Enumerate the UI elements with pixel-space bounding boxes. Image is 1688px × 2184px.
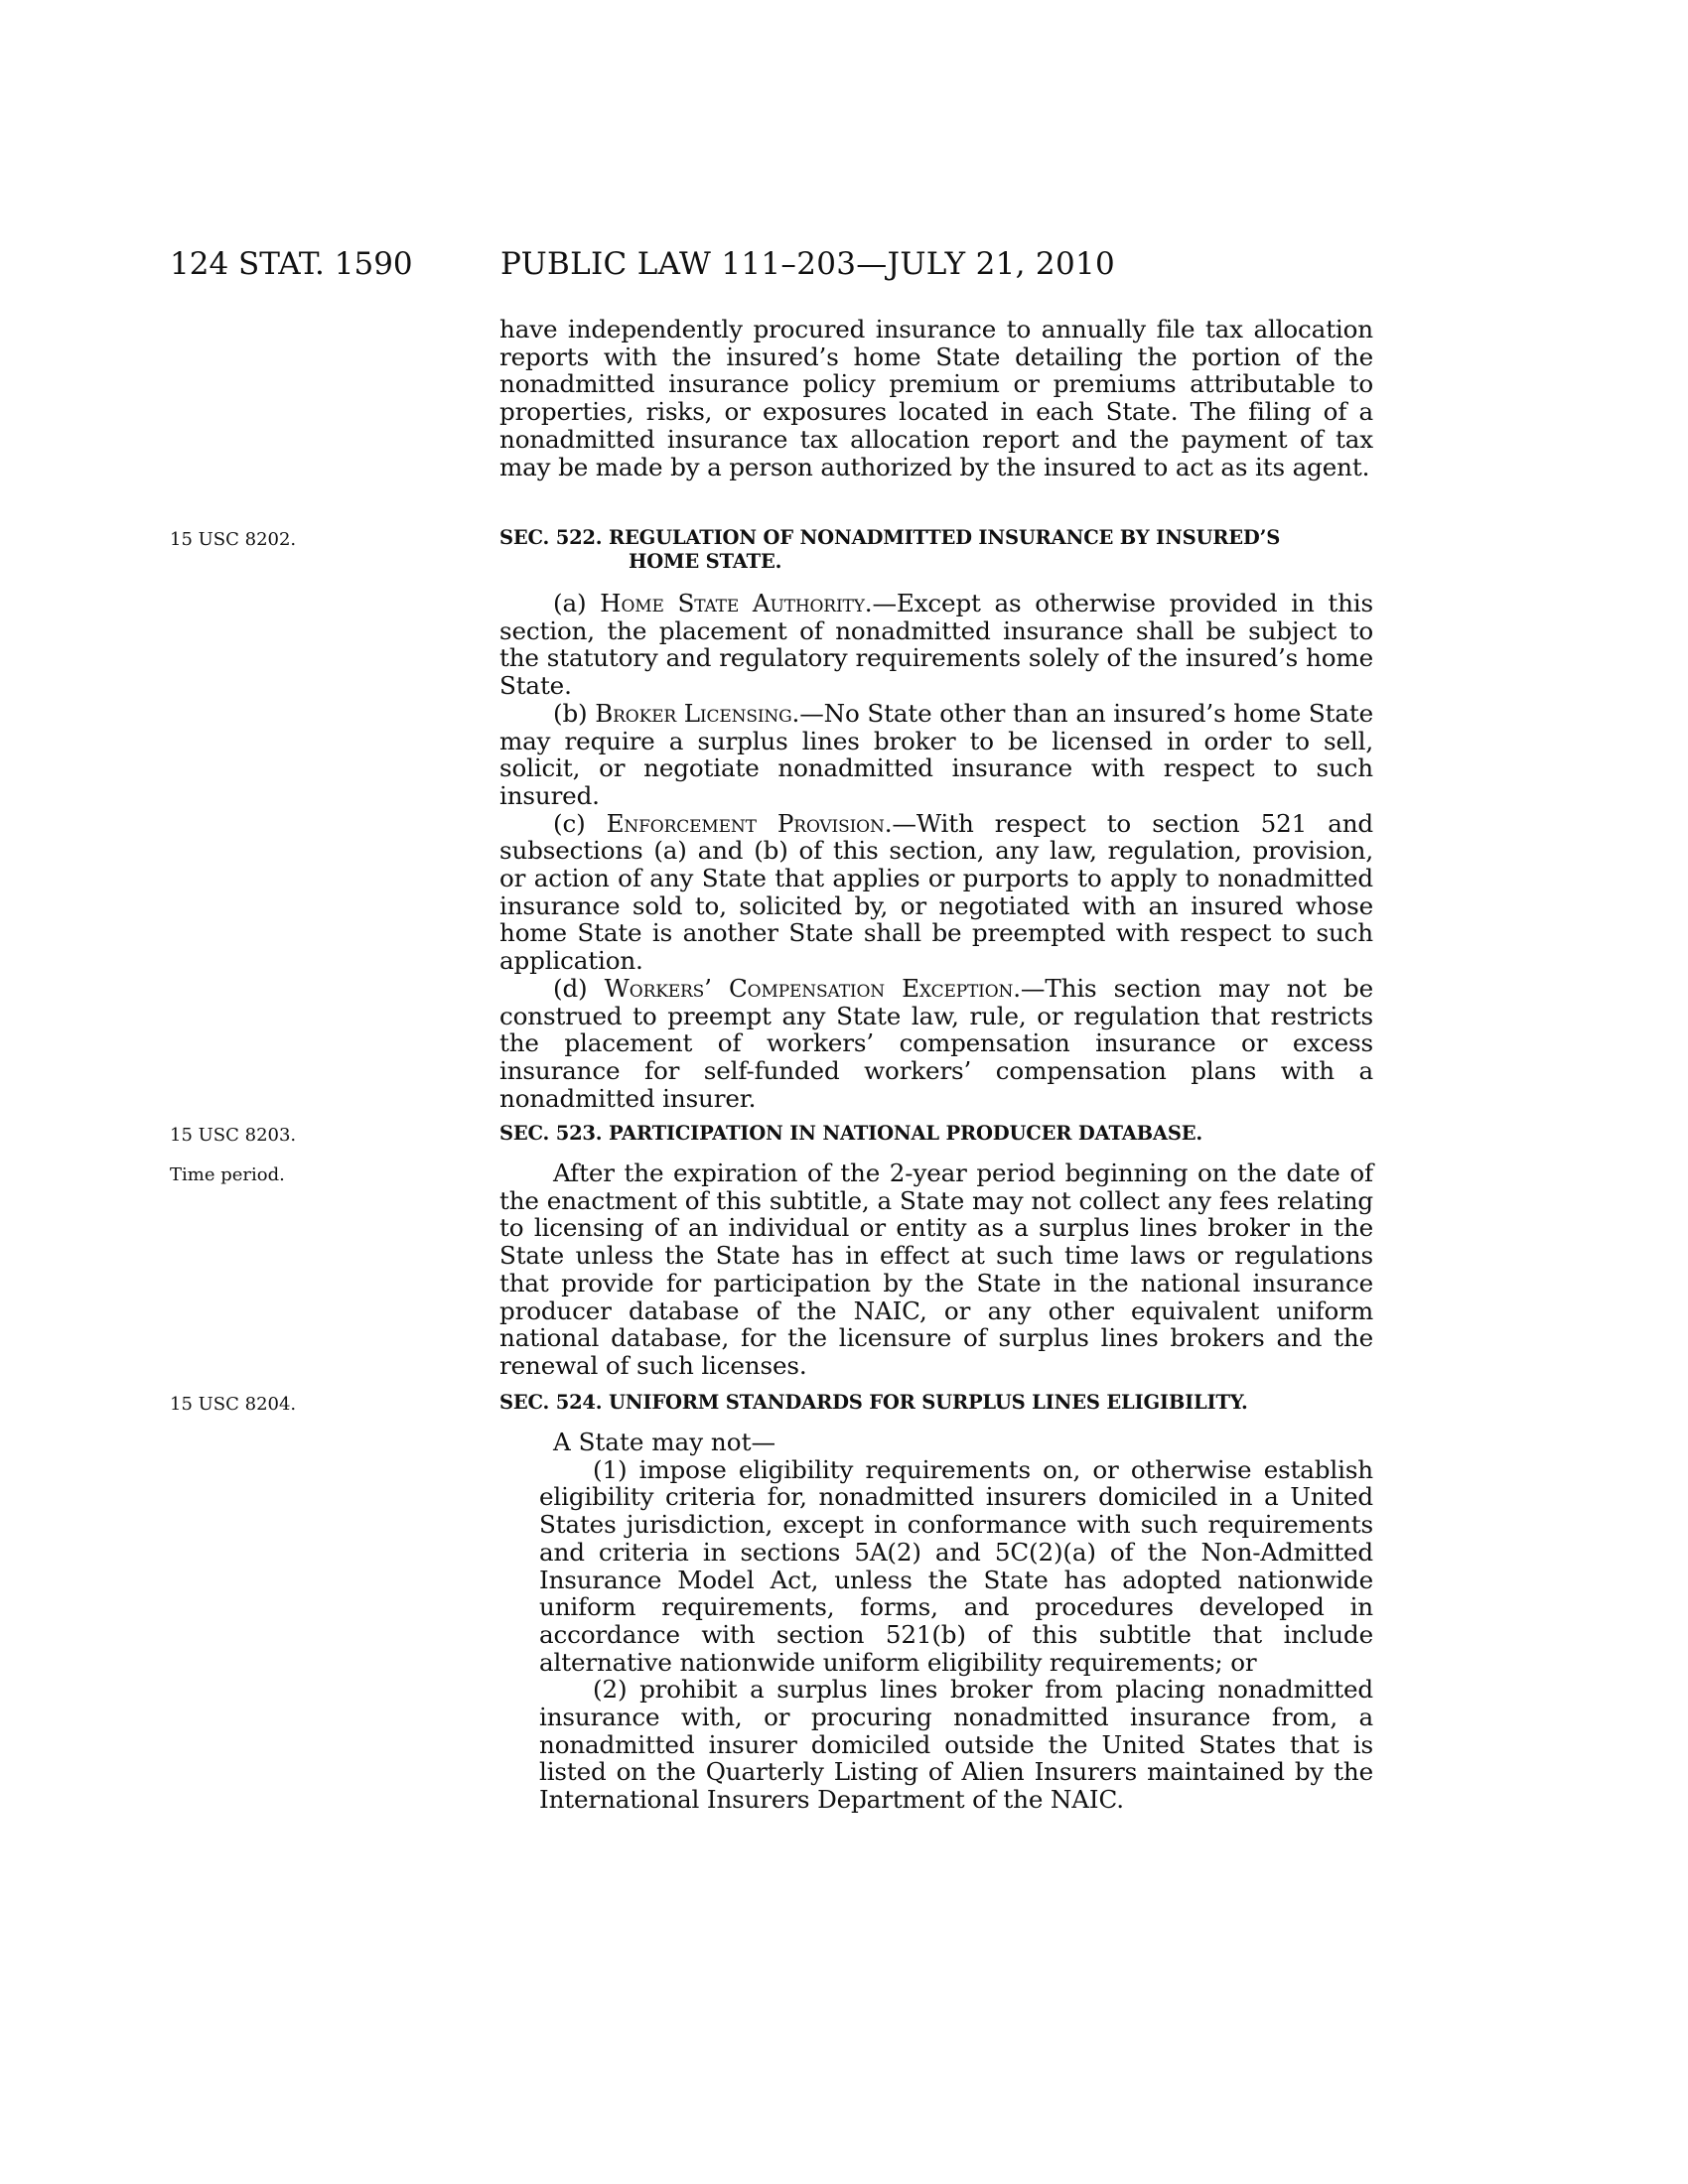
sec522-c-label: (c) <box>553 808 607 838</box>
sec522-b-title: Broker Licensing <box>595 698 792 728</box>
sec522-heading <box>499 526 1373 574</box>
sec524-lead: A State may not— <box>553 1428 776 1456</box>
sec522-subsection-b <box>499 700 1373 810</box>
sec522-subsection-d <box>499 975 1373 1113</box>
sec522-d-title: Workers’ Compensation Exception <box>604 973 1014 1003</box>
sec523-margin-note: 15 USC 8203. <box>170 1125 297 1146</box>
intro-section <box>499 316 1373 480</box>
sec523-section <box>499 1122 1373 1380</box>
sec524-margin-note: 15 USC 8204. <box>170 1394 297 1415</box>
sec523-paragraph: After the expiration of the 2-year period beginning on the date of the enactment of this subtitle, a State may not collect any fees relating to licensing of an individual or entity as a surplus lines broker in the State unless the State has in effect at such time laws or regulations that provide for participation by the State in the national insurance producer database of the NAIC, or any other equivalent uniform national database, for the licensure of surplus lines brokers and the renewal of such licenses. <box>499 1159 1373 1380</box>
sec522-a-text: .—Except as otherwise provided in this section, the placement of nonadmitted insurance shall be subject to the statutory and regulatory requirements solely of the insured’s home State. <box>499 589 1373 701</box>
sec524-section <box>499 1391 1373 1814</box>
intro-paragraph: have independently procured insurance to annually file tax allocation reports with the insured’s home State detailing the portion of the nonadmitted insurance policy premium or premiums attributable to properties, risks, or exposures located in each State. The filing of a nonadmitted insurance tax allocation report and the payment of tax may be made by a person authorized by the insured to act as its agent. <box>499 315 1373 481</box>
sec522-c-title: Enforcement Provision <box>606 808 885 838</box>
stat-citation: 124 STAT. 1590 <box>170 246 413 282</box>
sec522-c-text: .—With respect to section 521 and subsections (a) and (b) of this section, any law, regulation, provision, or action of any State that applies or purports to apply to nonadmitted insurance sold to, solicited by, or negotiated with an insured whose home State is another State shall be preempted with respect to such application. <box>499 808 1373 976</box>
sec522-b-text: .—No State other than an insured’s home State may require a surplus lines broker to be licensed in order to sell, solicit, or negotiate nonadmitted insurance with respect to such insured. <box>499 698 1373 810</box>
sec522-subsection-a <box>499 590 1373 700</box>
sec524-item-2: (2) prohibit a surplus lines broker from placing nonadmitted insurance with, or procuring nonadmitted insurance from, a nonadmitted insurer domiciled outside the United States that is listed on the Quarterly Listing of Alien Insurers maintained by the International Insurers Department of the NAIC. <box>539 1675 1373 1815</box>
sec522-d-text: .—This section may not be construed to preempt any State law, rule, or regulation that restricts the placement of workers’ compensation insurance or excess insurance for self-funded workers’ compensation plans with a nonadmitted insurer. <box>499 973 1373 1113</box>
sec522-subsection-c <box>499 810 1373 975</box>
sec523-heading: SEC. 523. PARTICIPATION IN NATIONAL PRODUCER DATABASE. <box>499 1122 1202 1145</box>
sec522-heading-line1: SEC. 522. REGULATION OF NONADMITTED INSURANCE BY INSURED’S <box>499 526 1281 549</box>
sec522-d-label: (d) <box>553 973 605 1003</box>
sec522-heading-line2: HOME STATE. <box>629 550 782 573</box>
sec522-a-label: (a) <box>553 589 601 617</box>
sec522-margin-note: 15 USC 8202. <box>170 529 297 550</box>
sec522-b-label: (b) <box>553 698 596 728</box>
sec522-a-title: Home State Authority <box>600 589 865 617</box>
sec524-item-1: (1) impose eligibility requirements on, or otherwise establish eligibility criteria for, nonadmitted insurers domiciled in a United States jurisdiction, except in conformance with such requirements and criteria in sections 5A(2) and 5C(2)(a) of the Non-Admitted Insurance Model Act, unless the State has adopted nationwide uniform requirements, forms, and procedures developed in accordance with section 521(b) of this subtitle that include alternative nationwide uniform eligibility requirements; or <box>539 1454 1373 1677</box>
sec524-heading: SEC. 524. UNIFORM STANDARDS FOR SURPLUS LINES ELIGIBILITY. <box>499 1391 1248 1414</box>
sec523-margin-note-time-period: Time period. <box>170 1164 285 1185</box>
page-header <box>0 246 1688 286</box>
sec522-section <box>499 526 1373 1112</box>
law-title: PUBLIC LAW 111–203—JULY 21, 2010 <box>500 246 1116 282</box>
